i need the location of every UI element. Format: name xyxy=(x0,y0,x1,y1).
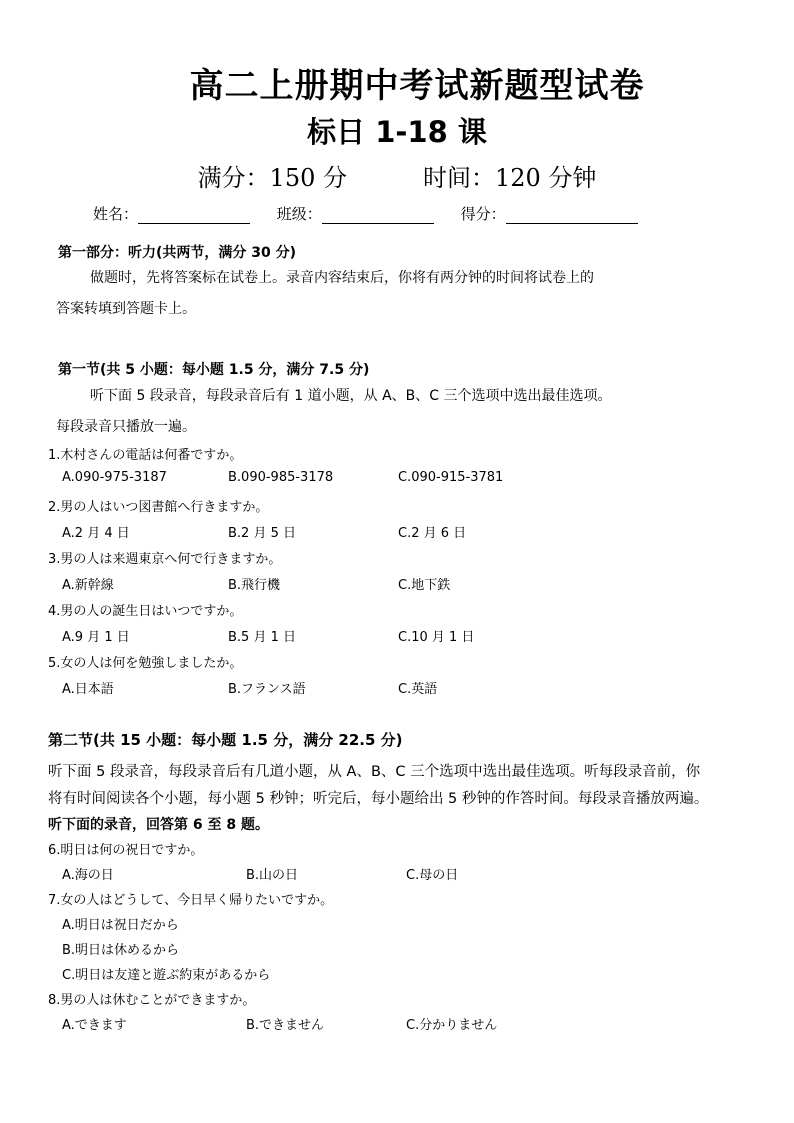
name-field[interactable] xyxy=(138,206,250,224)
q7-option-c[interactable]: C.明日は友達と遊ぶ約束があるから xyxy=(62,968,271,983)
q3-option-a[interactable]: A.新幹線 xyxy=(62,578,114,593)
q3-option-c[interactable]: C.地下鉄 xyxy=(398,578,451,593)
question-3: 3.男の人は来週東京へ何で行きますか。 xyxy=(48,552,282,567)
full-score: 满分：150 分 xyxy=(197,164,347,192)
score-time-line xyxy=(0,158,794,193)
section1-heading: 第一节(共 5 小题：每小题 1.5 分，满分 7.5 分) xyxy=(58,362,370,378)
q4-option-c[interactable]: C.10 月 1 日 xyxy=(398,630,475,645)
class-label: 班级： xyxy=(276,205,322,223)
section1-intro-line1: 听下面 5 段录音，每段录音后有 1 道小题，从 A、B、C 三个选项中选出最佳选项。 xyxy=(90,388,612,404)
question-1: 1.木村さんの電話は何番ですか。 xyxy=(48,448,243,463)
q1-option-a[interactable]: A.090-975-3187 xyxy=(62,470,167,485)
class-field[interactable] xyxy=(322,206,434,224)
q8-option-a[interactable]: A.できます xyxy=(62,1018,127,1033)
q7-option-b[interactable]: B.明日は休めるから xyxy=(62,943,180,958)
student-info-row xyxy=(93,203,660,224)
q6-option-b[interactable]: B.山の日 xyxy=(246,868,299,883)
question-7: 7.女の人はどうして、今日早く帰りたいですか。 xyxy=(48,893,334,908)
q4-option-b[interactable]: B.5 月 1 日 xyxy=(228,630,296,645)
group-heading-6-8: 听下面的录音，回答第 6 至 8 题。 xyxy=(48,817,269,833)
exam-title: 高二上册期中考试新题型试卷 xyxy=(189,66,645,106)
section2-intro-line1: 听下面 5 段录音，每段录音后有几道小题，从 A、B、C 三个选项中选出最佳选项。听每段录音前，你 xyxy=(48,764,701,780)
q4-option-a[interactable]: A.9 月 1 日 xyxy=(62,630,130,645)
part1-heading: 第一部分：听力(共两节，满分 30 分) xyxy=(58,245,297,261)
q2-option-a[interactable]: A.2 月 4 日 xyxy=(62,526,130,541)
grade-label: 得分： xyxy=(460,205,506,223)
q1-option-c[interactable]: C.090-915-3781 xyxy=(398,470,504,485)
question-8: 8.男の人は休むことができますか。 xyxy=(48,993,256,1008)
q2-option-b[interactable]: B.2 月 5 日 xyxy=(228,526,296,541)
q5-option-c[interactable]: C.英語 xyxy=(398,682,438,697)
q2-option-c[interactable]: C.2 月 6 日 xyxy=(398,526,467,541)
q1-option-b[interactable]: B.090-985-3178 xyxy=(228,470,334,485)
question-2: 2.男の人はいつ図書館へ行きますか。 xyxy=(48,500,269,515)
q8-option-b[interactable]: B.できません xyxy=(246,1018,325,1033)
name-label: 姓名： xyxy=(93,205,139,223)
q5-option-b[interactable]: B.フランス語 xyxy=(228,682,306,697)
exam-subtitle: 标日 1-18 课 xyxy=(307,115,487,149)
section1-intro-line2: 每段录音只播放一遍。 xyxy=(56,419,196,435)
question-5: 5.女の人は何を勉強しましたか。 xyxy=(48,656,243,671)
grade-field[interactable] xyxy=(506,206,638,224)
exam-time: 时间：120 分钟 xyxy=(423,164,597,192)
q8-option-c[interactable]: C.分かりません xyxy=(406,1018,498,1033)
q7-option-a[interactable]: A.明日は祝日だから xyxy=(62,918,179,933)
section2-intro-line2: 将有时间阅读各个小题，每小题 5 秒钟；听完后，每小题给出 5 秒钟的作答时间。每段录音播放两遍。 xyxy=(48,791,709,807)
q6-option-c[interactable]: C.母の日 xyxy=(406,868,459,883)
q5-option-a[interactable]: A.日本語 xyxy=(62,682,114,697)
part1-intro-line1: 做题时，先将答案标在试卷上。录音内容结束后，你将有两分钟的时间将试卷上的 xyxy=(90,270,594,286)
section2-heading: 第二节(共 15 小题：每小题 1.5 分，满分 22.5 分) xyxy=(48,731,403,749)
q3-option-b[interactable]: B.飛行機 xyxy=(228,578,281,593)
question-6: 6.明日は何の祝日ですか。 xyxy=(48,843,204,858)
q6-option-a[interactable]: A.海の日 xyxy=(62,868,114,883)
question-4: 4.男の人の誕生日はいつですか。 xyxy=(48,604,243,619)
part1-intro-line2: 答案转填到答题卡上。 xyxy=(56,301,196,317)
